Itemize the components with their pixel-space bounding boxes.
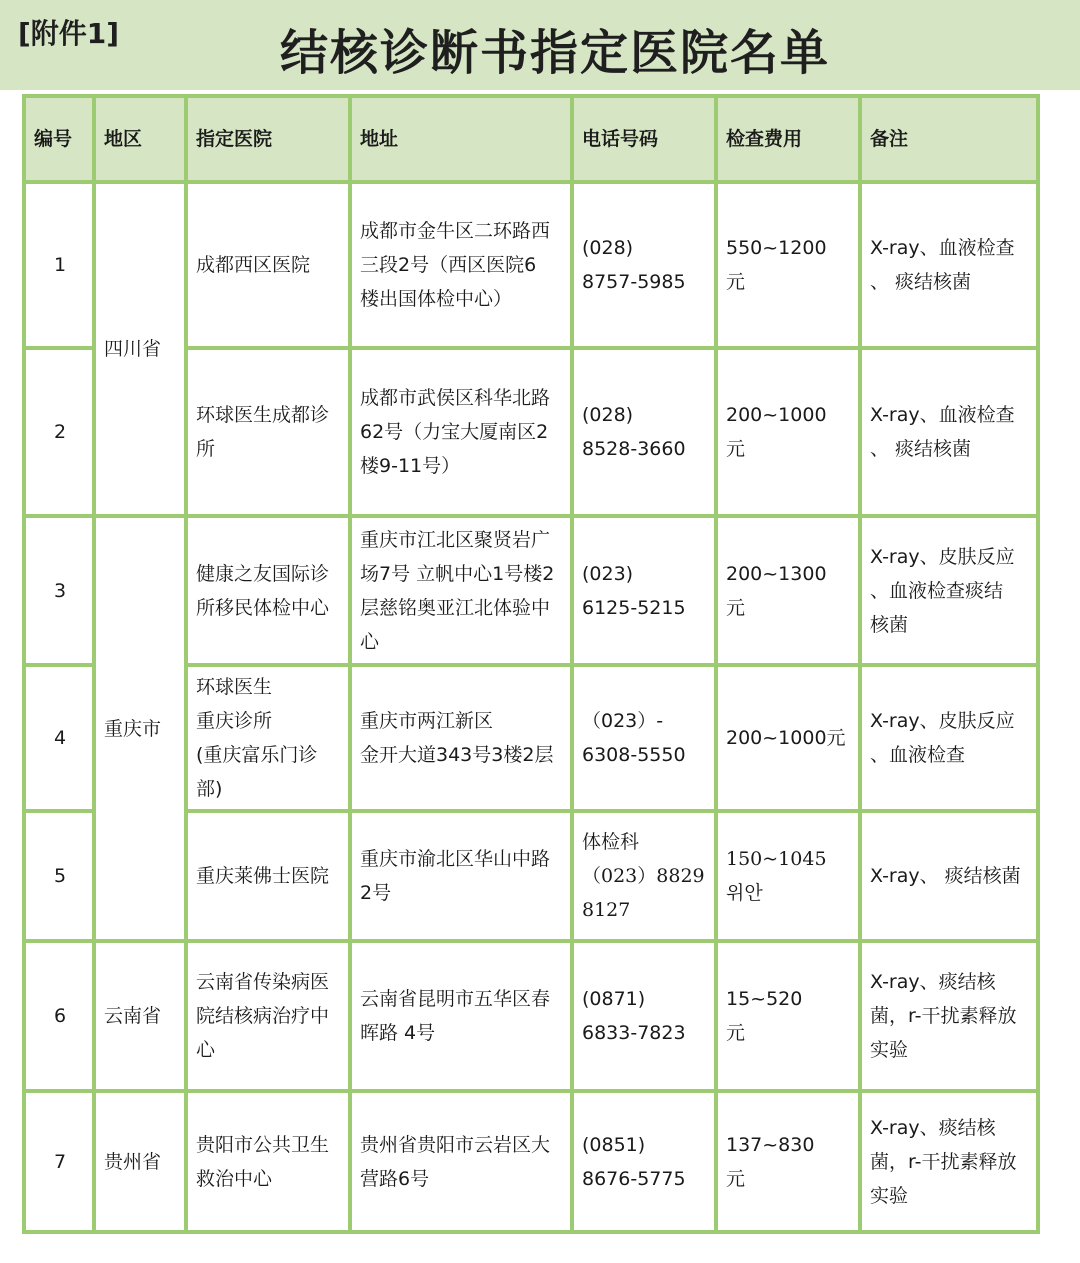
row-number: 6: [26, 943, 96, 1093]
row-number: 7: [26, 1093, 96, 1234]
fee-cell: 550~1200 元: [718, 184, 862, 350]
page-title: 结核诊断书指定医院名单: [280, 25, 831, 81]
table-row: [26, 1093, 1040, 1234]
note-cell: X-ray、 痰结核菌: [862, 813, 1040, 943]
hospital-cell: 重庆莱佛士医院: [188, 813, 352, 943]
region-cell: 四川省: [96, 184, 188, 518]
phone-cell: 体检科 （023）8829 8127: [574, 813, 718, 943]
row-number: 1: [26, 184, 96, 350]
column-header: 电话号码: [574, 98, 718, 184]
region-cell: 云南省: [96, 943, 188, 1093]
row-number: 5: [26, 813, 96, 943]
column-header: 备注: [862, 98, 1040, 184]
table-row: [26, 518, 1040, 667]
note-cell: X-ray、痰结核 菌，r-干扰素释放 实验: [862, 1093, 1040, 1234]
region-cell: 贵州省: [96, 1093, 188, 1234]
address-cell: 重庆市两江新区 金开大道343号3楼2层: [352, 667, 574, 813]
row-number: 3: [26, 518, 96, 667]
address-cell: 成都市金牛区二环路西 三段2号（西区医院6 楼出国体检中心）: [352, 184, 574, 350]
phone-cell: (028) 8757-5985: [574, 184, 718, 350]
column-header: 检查费用: [718, 98, 862, 184]
phone-cell: (0871) 6833-7823: [574, 943, 718, 1093]
hospital-cell: 环球医生成都诊 所: [188, 350, 352, 518]
phone-cell: (0851) 8676-5775: [574, 1093, 718, 1234]
fee-cell: 200~1300 元: [718, 518, 862, 667]
row-number: 4: [26, 667, 96, 813]
fee-cell: 150~1045 위안: [718, 813, 862, 943]
column-header: 地址: [352, 98, 574, 184]
address-cell: 重庆市江北区聚贤岩广 场7号 立帆中心1号楼2 层慈铭奥亚江北体验中 心: [352, 518, 574, 667]
address-cell: 云南省昆明市五华区春 晖路 4号: [352, 943, 574, 1093]
table-header-row: [26, 98, 1040, 184]
header-bar: [0, 0, 1080, 90]
attachment-label: [附件1]: [18, 17, 120, 50]
note-cell: X-ray、痰结核 菌，r-干扰素释放 实验: [862, 943, 1040, 1093]
table-row: [26, 943, 1040, 1093]
hospital-cell: 贵阳市公共卫生 救治中心: [188, 1093, 352, 1234]
column-header: 编号: [26, 98, 96, 184]
hospital-table: [22, 94, 1040, 1234]
table-row: [26, 184, 1040, 350]
note-cell: X-ray、皮肤反应 、血液检查痰结 核菌: [862, 518, 1040, 667]
phone-cell: (023) 6125-5215: [574, 518, 718, 667]
fee-cell: 200~1000元: [718, 667, 862, 813]
phone-cell: (028) 8528-3660: [574, 350, 718, 518]
region-cell: 重庆市: [96, 518, 188, 943]
fee-cell: 200~1000 元: [718, 350, 862, 518]
address-cell: 重庆市渝北区华山中路 2号: [352, 813, 574, 943]
address-cell: 贵州省贵阳市云岩区大 营路6号: [352, 1093, 574, 1234]
hospital-cell: 云南省传染病医 院结核病治疗中 心: [188, 943, 352, 1093]
fee-cell: 15~520 元: [718, 943, 862, 1093]
note-cell: X-ray、皮肤反应 、血液检查: [862, 667, 1040, 813]
phone-cell: （023）- 6308-5550: [574, 667, 718, 813]
note-cell: X-ray、血液检查 、 痰结核菌: [862, 350, 1040, 518]
row-number: 2: [26, 350, 96, 518]
column-header: 地区: [96, 98, 188, 184]
fee-cell: 137~830 元: [718, 1093, 862, 1234]
column-header: 指定医院: [188, 98, 352, 184]
hospital-cell: 成都西区医院: [188, 184, 352, 350]
address-cell: 成都市武侯区科华北路 62号（力宝大厦南区2 楼9-11号）: [352, 350, 574, 518]
note-cell: X-ray、血液检查 、 痰结核菌: [862, 184, 1040, 350]
hospital-cell: 健康之友国际诊 所移民体检中心: [188, 518, 352, 667]
hospital-cell: 环球医生 重庆诊所 (重庆富乐门诊 部): [188, 667, 352, 813]
